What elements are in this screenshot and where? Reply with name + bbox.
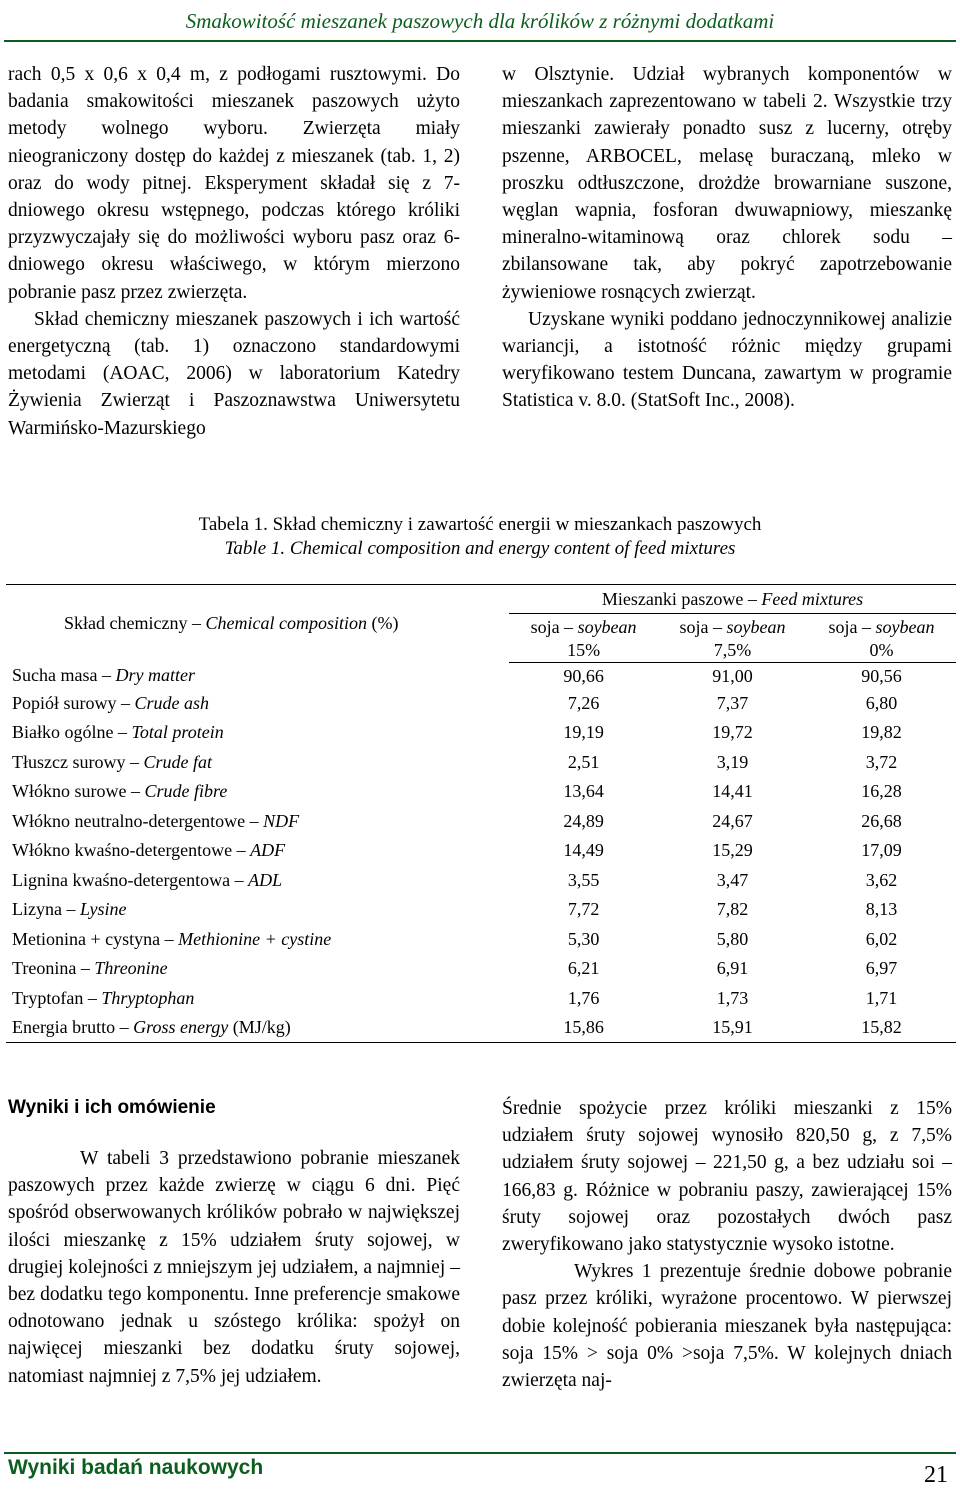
cell-value: 15,91 [658,1013,807,1043]
cell-value: 3,62 [865,869,898,890]
table-row [6,688,956,718]
table-row [6,718,956,748]
row-label: Włókno neutralno-detergentowe – NDF [12,810,300,831]
cell-value: 3,72 [865,751,898,772]
right-column [502,61,952,415]
column-header: soja – soybean 7,5% [658,614,807,663]
cell-value: 24,67 [712,810,753,831]
cell-value: 6,91 [716,958,749,979]
cell-value: 5,30 [567,928,600,949]
results-left-column [8,1093,460,1390]
paragraph: Wykres 1 prezentuje średnie dobowe pobranie pasz przez króliki, wyrażone procentowo. W pierwszej dobie kolejność pobierania mieszanek była następująca: soja 15% > soja 0% >soja 7,5%. W kolejnych dniach zwierzęta naj- [502,1261,952,1392]
running-header: Smakowitość mieszanek paszowych dla królików z różnymi dodatkami [185,9,775,33]
cell-value: 15,86 [509,1013,658,1043]
header-rule [4,40,956,42]
table-row [6,865,956,895]
cell-value: 90,66 [563,665,604,686]
cell-value: 15,29 [712,840,753,861]
table-caption-en: Table 1. Chemical composition and energy content of feed mixtures [224,538,736,559]
footer-rule [4,1452,956,1454]
table-row [6,983,956,1013]
cell-value: 7,26 [567,692,600,713]
cell-value: 8,13 [865,899,898,920]
column-header: soja – soybean 15% [509,614,658,663]
cell-value: 14,49 [563,840,604,861]
row-label: Włókno surowe – Crude fibre [12,781,228,802]
cell-value: 24,89 [563,810,604,831]
cell-value: 90,56 [861,665,902,686]
table-row [6,924,956,954]
table-row [6,895,956,925]
row-label: Białko ogólne – Total protein [12,722,224,743]
cell-value: 19,82 [861,722,902,743]
mixtures-header: Mieszanki paszowe – Feed mixtures [509,585,956,614]
cell-value: 19,19 [563,722,604,743]
table-caption-pl: Tabela 1. Skład chemiczny i zawartość energii w mieszankach paszowych [198,514,762,535]
cell-value: 26,68 [861,810,902,831]
paragraph: w Olsztynie. Udział wybranych komponentów w mieszankach zaprezentowano w tabeli 2. Wszystkie trzy mieszanki zawierały ponadto susz z lucerny, otręby pszenne, ARBOCEL, melasę buraczaną, mleko w proszku odtłuszczone, drożdże browarniane suszone, węglan wapnia, fosforan dwuwapniowy, mieszankę mineralno-witaminową oraz chlorek sodu – zbilansowane tak, aby pokryć zapotrzebowanie żywieniowe rosnących zwierząt. [502,64,952,303]
cell-value: 6,80 [865,692,898,713]
cell-value: 3,47 [716,869,749,890]
row-label: Lignina kwaśno-detergentowa – ADL [12,869,283,890]
cell-value: 7,37 [716,692,749,713]
section-heading: Wyniki i ich omówienie [8,1097,216,1118]
row-label: Treonina – Threonine [12,958,168,979]
cell-value: 15,82 [807,1013,956,1043]
table-row [6,1013,956,1043]
paragraph: W tabeli 3 przedstawiono pobranie mieszanek paszowych przez każde zwierzę w ciągu 6 dni. Pięć spośród obserwowanych królików pobrało w największej ilości mieszankę z 15% udziałem śruty sojowej, w drugiej kolejności z mniejszym jej udziałem, a najmniej – bez dodatku tego komponentu. Inne preferencje smakowe odnotowano jednak u szóstego królika: spożył on najwięcej mieszanki bez dodatku śruty sojowej, natomiast najmniej z 7,5% jej udziałem. [8,1148,460,1387]
row-label: Tryptofan – Thryptophan [12,987,195,1008]
cell-value: 2,51 [567,751,600,772]
composition-header: Skład chemiczny – Chemical composition (%) [6,585,509,663]
row-label: Włókno kwaśno-detergentowe – ADF [12,840,286,861]
row-label: Popiół surowy – Crude ash [12,692,210,713]
table-row [6,954,956,984]
composition-table [6,584,956,1043]
cell-value: 6,21 [567,958,600,979]
results-right-column [502,1095,952,1394]
cell-value: 1,71 [865,987,898,1008]
cell-value: 1,76 [567,987,600,1008]
row-label: Sucha masa – Dry matter [12,665,195,686]
paragraph: Skład chemiczny mieszanek paszowych i ich wartość energetyczną (tab. 1) oznaczono standardowymi metodami (AOAC, 2006) w laboratorium Katedry Żywienia Zwierząt i Paszoznawstwa Uniwersytetu Warmińsko-Mazurskiego [8,308,460,439]
cell-value: 1,73 [716,987,749,1008]
journal-name: Wyniki badań naukowych [8,1456,264,1479]
page-number: 21 [924,1462,948,1488]
cell-value: 5,80 [716,928,749,949]
cell-value: 3,55 [567,869,600,890]
cell-value: 16,28 [861,781,902,802]
paragraph: rach 0,5 x 0,6 x 0,4 m, z podłogami rusztowymi. Do badania smakowitości mieszanek paszowych użyto metody wolnego wyboru. Zwierzęta miały nieograniczony dostęp do każdej z mieszanek (tab. 1, 2) oraz do wody pitnej. Eksperyment składał się z 7-dniowego okresu wstępnego, podczas którego króliki przyzwyczajały się do możliwości wyboru pasz oraz 6-dniowego okresu właściwego, w którym mierzono pobranie pasz przez zwierzęta. [8,64,460,303]
row-label: Energia brutto – Gross energy (MJ/kg) [6,1013,509,1043]
paragraph: Uzyskane wyniki poddano jednoczynnikowej analizie wariancji, a istotność różnic między grupami weryfikowano testem Duncana, zawartym w programie Statistica v. 8.0. (StatSoft Inc., 2008). [502,308,952,412]
cell-value: 7,72 [567,899,600,920]
cell-value: 17,09 [861,840,902,861]
left-column [8,61,460,442]
column-header: soja – soybean 0% [807,614,956,663]
cell-value: 14,41 [712,781,753,802]
table-row [6,836,956,866]
row-label: Lizyna – Lysine [12,899,127,920]
cell-value: 6,97 [865,958,898,979]
cell-value: 19,72 [712,722,753,743]
cell-value: 6,02 [865,928,898,949]
table-row [6,777,956,807]
table-row [6,663,956,689]
row-label: Metionina + cystyna – Methionine + cystine [12,928,332,949]
cell-value: 91,00 [712,665,753,686]
table-row [6,747,956,777]
table-row [6,806,956,836]
cell-value: 7,82 [716,899,749,920]
row-label: Tłuszcz surowy – Crude fat [12,751,212,772]
cell-value: 3,19 [716,751,749,772]
cell-value: 13,64 [563,781,604,802]
table-body [6,663,956,1043]
paragraph: Średnie spożycie przez króliki mieszanki z 15% udziałem śruty sojowej wynosiło 820,50 g, z 7,5% udziałem śruty sojowej – 221,50 g, a bez udziału soi – 166,83 g. Różnice w pobraniu paszy, zawierającej 15% śruty sojowej oraz pozostałych dwóch pasz zweryfikowano jako statystycznie wysoko istotne. [502,1098,952,1256]
